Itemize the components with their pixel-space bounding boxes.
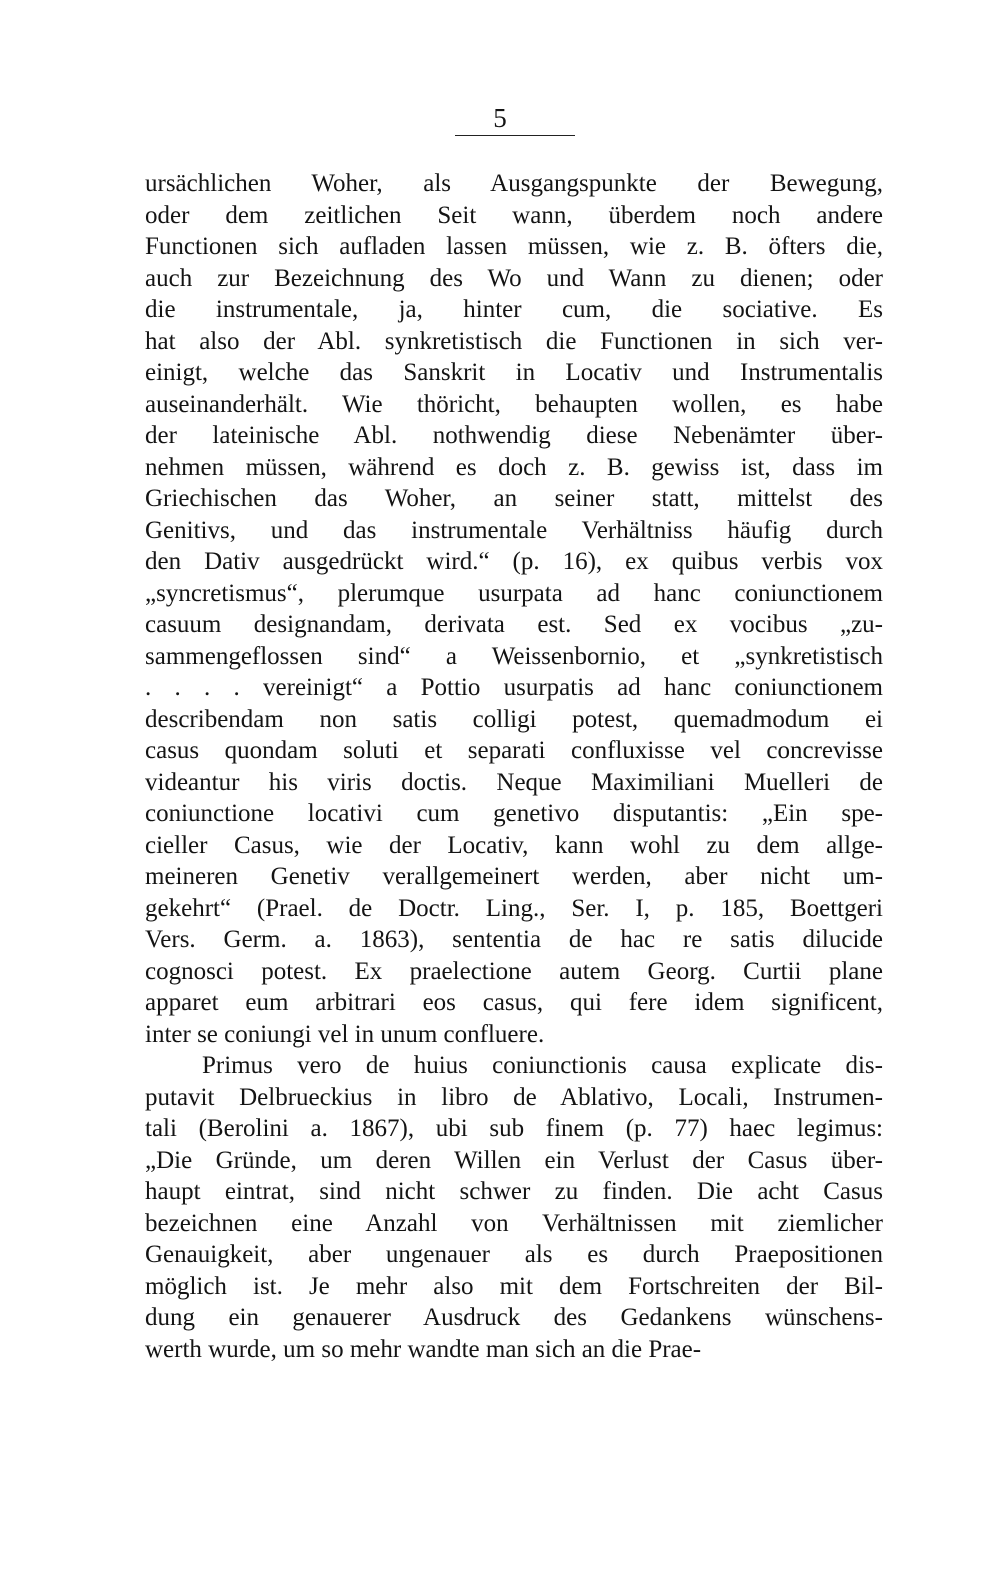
text-line: werth wurde, um so mehr wandte man sich an die Prae- bbox=[145, 1335, 702, 1363]
text-line: den Dativ ausgedrückt wird.“ (p. 16), ex quibus verbis vox bbox=[145, 548, 883, 575]
text-line: nehmen müssen, während es doch z. B. gewiss ist, dass im bbox=[145, 453, 883, 481]
text-line: inter se coniungi vel in unum confluere. bbox=[145, 1020, 545, 1048]
text-line: gekehrt“ (Prael. de Doctr. Ling., Ser. I, p. 185, Boettgeri bbox=[145, 894, 883, 922]
text-line: describendam non satis colligi potest, quemadmodum ei bbox=[145, 705, 883, 733]
text-line: tali (Berolini a. 1867), ubi sub finem (p. 77) haec legimus: bbox=[145, 1115, 883, 1142]
text-line: hat also der Abl. synkretistisch die Functionen in sich ver- bbox=[145, 327, 883, 355]
text-line: Vers. Germ. a. 1863), sententia de hac re satis dilucide bbox=[145, 926, 883, 953]
text-line: auseinanderhält. Wie thöricht, behaupten wollen, es habe bbox=[145, 390, 883, 418]
text-line: casuum designandam, derivata est. Sed ex vocibus „zu- bbox=[145, 611, 883, 638]
text-line: möglich ist. Je mehr also mit dem Fortschreiten der Bil- bbox=[145, 1272, 883, 1300]
text-line: haupt eintrat, sind nicht schwer zu finden. Die acht Casus bbox=[145, 1178, 883, 1205]
text-line: casus quondam soluti et separati confluxisse vel concrevisse bbox=[145, 737, 883, 764]
text-line: apparet eum arbitrari eos casus, qui fere idem significent, bbox=[145, 989, 883, 1016]
text-line: cognosci potest. Ex praelectione autem Georg. Curtii plane bbox=[145, 957, 883, 985]
text-line: coniunctione locativi cum genetivo disputantis: „Ein spe- bbox=[145, 800, 883, 827]
text-line: „syncretismus“, plerumque usurpata ad hanc coniunctionem bbox=[145, 579, 883, 607]
text-line: . . . . vereinigt“ a Pottio usurpatis ad hanc coniunctionem bbox=[145, 674, 883, 701]
text-line: bezeichnen eine Anzahl von Verhältnissen mit ziemlicher bbox=[145, 1209, 883, 1237]
text-line: Genauigkeit, aber ungenauer als es durch Praepositionen bbox=[145, 1241, 883, 1268]
text-line: meineren Genetiv verallgemeinert werden, aber nicht um- bbox=[145, 863, 883, 890]
text-line: „Die Gründe, um deren Willen ein Verlust der Casus über- bbox=[145, 1146, 883, 1174]
body-text bbox=[145, 168, 883, 1365]
text-line: einigt, welche das Sanskrit in Locativ und Instrumentalis bbox=[145, 359, 883, 386]
text-line: sammengeflossen sind“ a Weissenbornio, et „synkretistisch bbox=[145, 642, 883, 670]
text-line: Griechischen das Woher, an seiner statt, mittelst des bbox=[145, 485, 883, 512]
text-line: ursächlichen Woher, als Ausgangspunkte der Bewegung, bbox=[145, 170, 883, 197]
text-line: videantur his viris doctis. Neque Maximiliani Muelleri de bbox=[145, 768, 883, 796]
header-rule bbox=[455, 135, 575, 136]
text-line: die instrumentale, ja, hinter cum, die sociative. Es bbox=[145, 296, 883, 323]
text-line: Primus vero de huius coniunctionis causa explicate dis- bbox=[202, 1052, 883, 1079]
text-line: Functionen sich aufladen lassen müssen, wie z. B. öfters die, bbox=[145, 233, 883, 260]
text-line: cieller Casus, wie der Locativ, kann wohl zu dem allge- bbox=[145, 831, 883, 859]
text-line: dung ein genauerer Ausdruck des Gedankens wünschens- bbox=[145, 1304, 883, 1331]
text-line: oder dem zeitlichen Seit wann, überdem noch andere bbox=[145, 201, 883, 229]
page-number: 5 bbox=[493, 103, 507, 133]
text-line: putavit Delbrueckius in libro de Ablativo, Locali, Instrumen- bbox=[145, 1083, 883, 1111]
text-line: auch zur Bezeichnung des Wo und Wann zu dienen; oder bbox=[145, 264, 883, 292]
text-line: der lateinische Abl. nothwendig diese Nebenämter über- bbox=[145, 422, 883, 449]
text-line: Genitivs, und das instrumentale Verhältniss häufig durch bbox=[145, 516, 883, 544]
